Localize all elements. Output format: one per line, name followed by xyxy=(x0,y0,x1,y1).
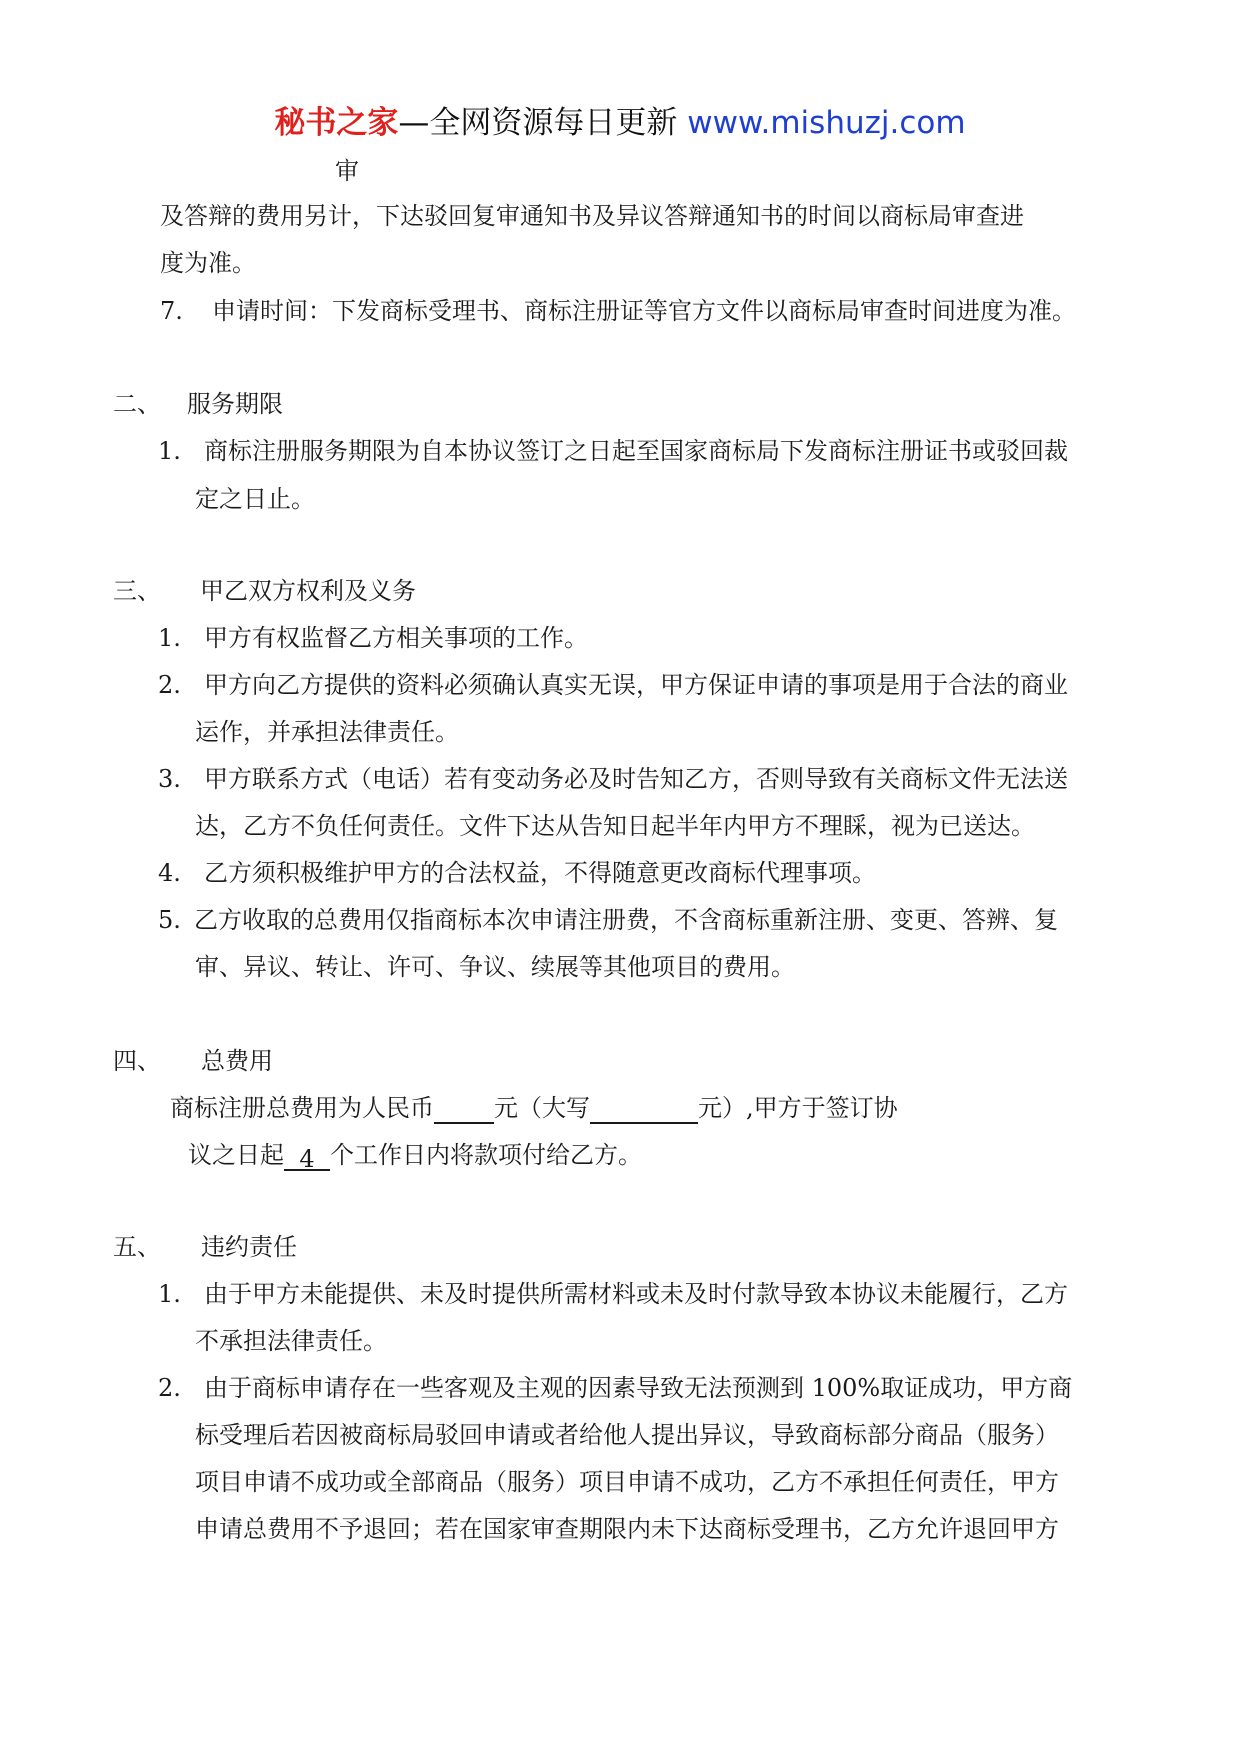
list-text-continued: 标受理后若因被商标局驳回申请或者给他人提出异议，导致商标部分商品（服务） xyxy=(195,1421,1059,1449)
fee-text: 元（大写 xyxy=(494,1094,590,1122)
section-title: 总费用 xyxy=(201,1047,273,1075)
section-title: 违约责任 xyxy=(201,1233,297,1261)
list-number: 1. xyxy=(158,1280,181,1308)
fee-paragraph-line xyxy=(188,1139,642,1171)
list-text-continued: 定之日止。 xyxy=(195,485,315,513)
list-text-continued: 项目申请不成功或全部商品（服务）项目申请不成功，乙方不承担任何责任，甲方 xyxy=(195,1468,1059,1496)
fee-text: 商标注册总费用为人民币 xyxy=(170,1094,434,1122)
list-item xyxy=(158,763,1068,795)
section-title: 服务期限 xyxy=(187,390,283,418)
section-number: 三、 xyxy=(113,577,161,605)
section-heading-2 xyxy=(113,388,283,420)
list-number: 1. xyxy=(158,437,181,465)
paragraph-line: 及答辩的费用另计，下达驳回复审通知书及异议答辩通知书的时间以商标局审查进 xyxy=(160,202,1024,230)
list-item xyxy=(158,435,1068,467)
fee-text: 议之日起 xyxy=(188,1141,284,1169)
fee-amount-words-blank[interactable] xyxy=(590,1096,698,1124)
list-text: 由于商标申请存在一些客观及主观的因素导致无法预测到 100%取证成功，甲方商 xyxy=(204,1374,1073,1402)
fee-text: 元）,甲方于签订协 xyxy=(698,1094,898,1122)
site-url-link[interactable]: www.mishuzj.com xyxy=(687,105,966,141)
list-number: 2. xyxy=(158,1374,181,1402)
section-number: 二、 xyxy=(113,390,161,418)
list-number: 4. xyxy=(158,859,181,887)
brand-name: 秘书之家 xyxy=(274,105,399,141)
list-number: 3. xyxy=(158,765,181,793)
list-number: 5. xyxy=(158,906,181,934)
paragraph-line: 度为准。 xyxy=(160,249,256,277)
list-item xyxy=(158,904,1058,936)
list-text: 乙方收取的总费用仅指商标本次申请注册费，不含商标重新注册、变更、答辨、复 xyxy=(194,906,1058,934)
section-heading-4 xyxy=(113,1045,273,1077)
list-text-continued: 达，乙方不负任何责任。文件下达从告知日起半年内甲方不理睬，视为已送达。 xyxy=(195,812,1035,840)
list-item-7 xyxy=(160,295,1076,327)
list-item xyxy=(158,1372,1072,1404)
section-heading-5 xyxy=(113,1231,297,1263)
section-number: 五、 xyxy=(113,1233,161,1261)
list-item xyxy=(158,622,588,654)
continuation-fragment: 审 xyxy=(335,157,359,185)
list-text-continued: 申请总费用不予退回；若在国家审查期限内未下达商标受理书，乙方允许退回甲方 xyxy=(195,1515,1059,1543)
list-text: 甲方有权监督乙方相关事项的工作。 xyxy=(204,624,588,652)
list-text: 申请时间：下发商标受理书、商标注册证等官方文件以商标局审查时间进度为准。 xyxy=(212,297,1076,325)
section-number: 四、 xyxy=(113,1047,161,1075)
list-number: 1. xyxy=(158,624,181,652)
list-item xyxy=(158,857,876,889)
list-item xyxy=(158,1278,1068,1310)
list-text-continued: 审、异议、转让、许可、争议、续展等其他项目的费用。 xyxy=(195,953,795,981)
fee-paragraph-line xyxy=(170,1092,898,1124)
list-text: 甲方向乙方提供的资料必须确认真实无误，甲方保证申请的事项是用于合法的商业 xyxy=(204,671,1068,699)
list-number: 7. xyxy=(160,297,183,325)
list-text-continued: 运作，并承担法律责任。 xyxy=(195,718,459,746)
list-text: 甲方联系方式（电话）若有变动务必及时告知乙方，否则导致有关商标文件无法送 xyxy=(204,765,1068,793)
list-text: 乙方须积极维护甲方的合法权益，不得随意更改商标代理事项。 xyxy=(204,859,876,887)
fee-amount-blank[interactable] xyxy=(434,1096,494,1124)
section-heading-3 xyxy=(113,575,416,607)
banner-slogan: —全网资源每日更新 xyxy=(398,105,688,141)
list-text: 由于甲方未能提供、未及时提供所需材料或未及时付款导致本协议未能履行，乙方 xyxy=(204,1280,1068,1308)
list-number: 2. xyxy=(158,671,181,699)
list-item xyxy=(158,669,1068,701)
site-banner xyxy=(0,102,1240,144)
workday-count-blank[interactable]: 4 xyxy=(284,1143,330,1171)
list-text-continued: 不承担法律责任。 xyxy=(195,1327,387,1355)
list-text: 商标注册服务期限为自本协议签订之日起至国家商标局下发商标注册证书或驳回裁 xyxy=(204,437,1068,465)
section-title: 甲乙双方权利及义务 xyxy=(200,577,416,605)
fee-text: 个工作日内将款项付给乙方。 xyxy=(330,1141,642,1169)
